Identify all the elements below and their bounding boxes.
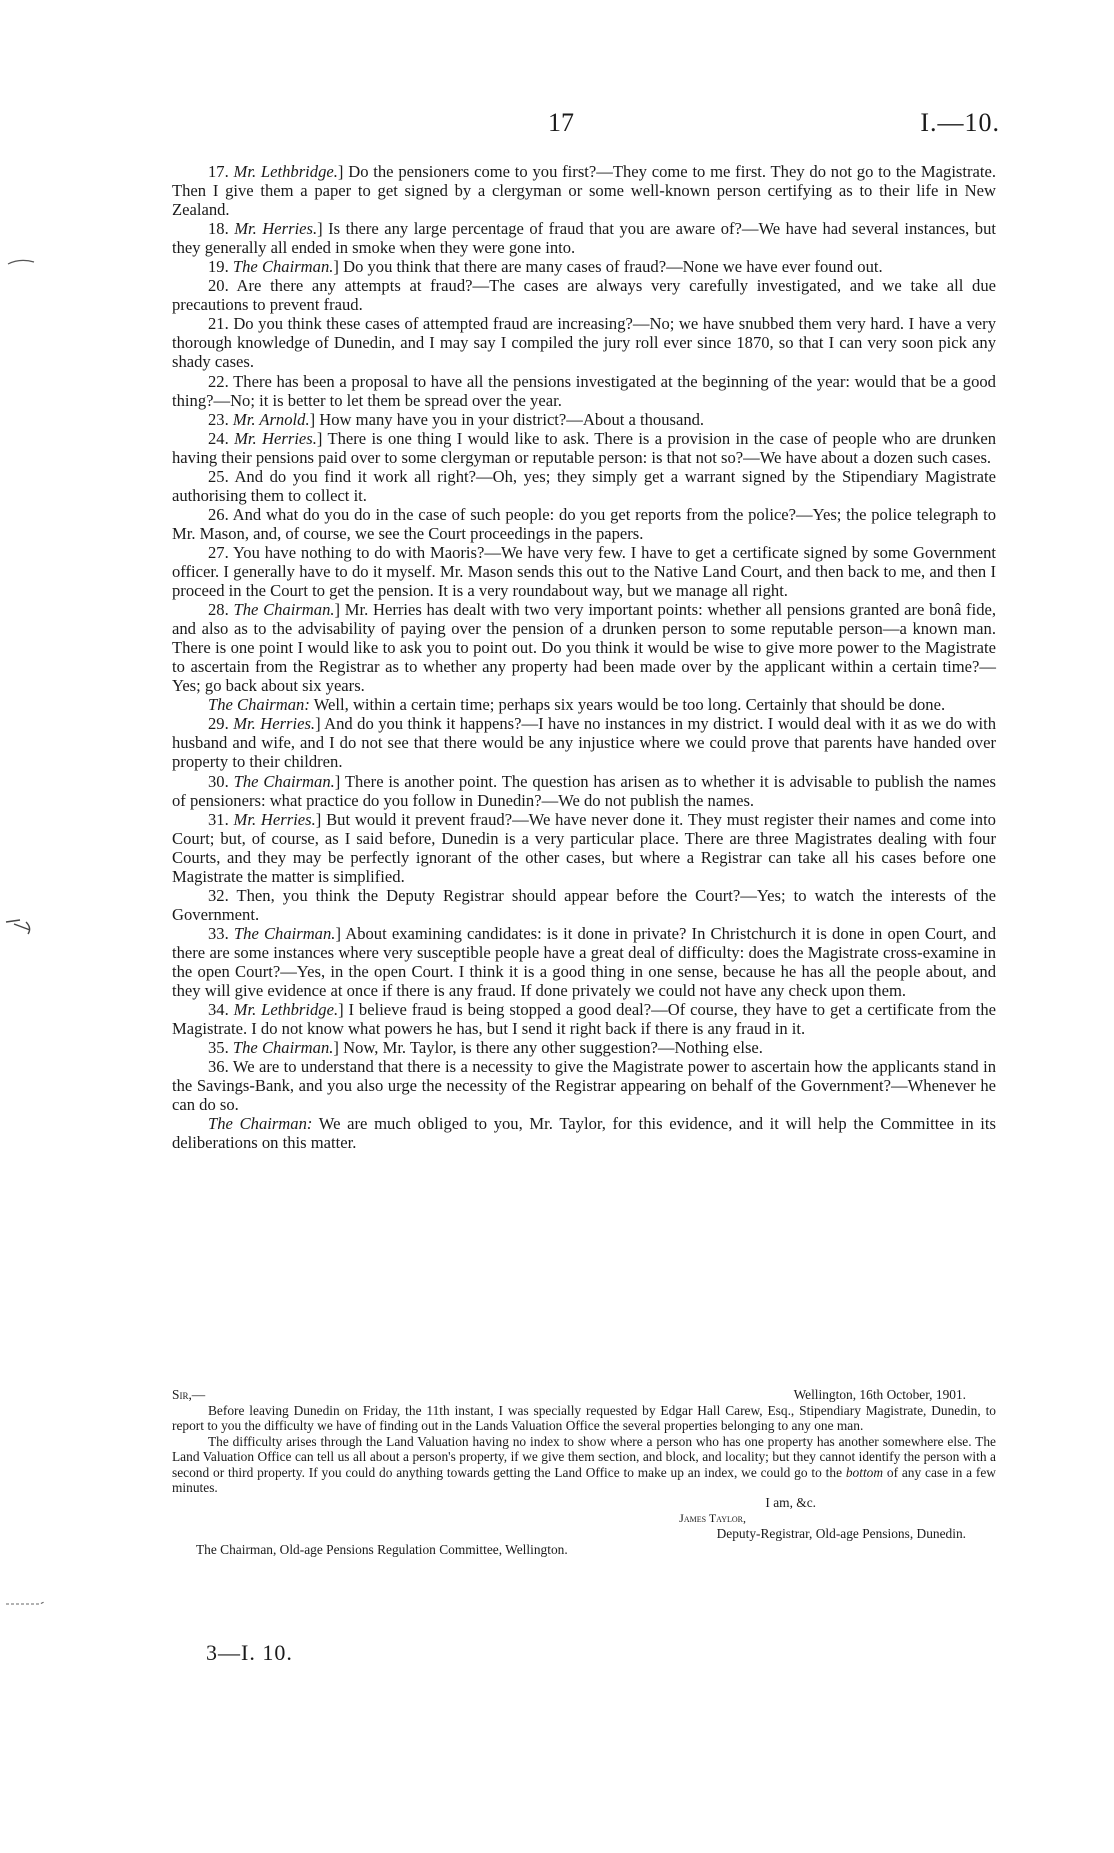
paragraph: 28. The Chairman.] Mr. Herries has dealt with two very important points: whether all pensions granted are bonâ fide, and also as to the advisability of paying over the pension of a drunken person to some reputable person—a known man. There is one point I would like to ask you to point out. Do you think it would be wise to give more power to the Magistrate to ascertain from the Registrar as to whether any property had been made over by the applicant within a certain time?—Yes; go back about six years. <box>172 600 997 696</box>
addressee: The Chairman, Old-age Pensions Regulation Committee, Wellington. <box>196 1541 568 1557</box>
salutation: Sir,— <box>172 1387 206 1402</box>
paragraph: 18. Mr. Herries.] Is there any large percentage of fraud that you are aware of?—We have had several instances, but they generally all ended in smoke when they were gone into. <box>172 219 996 258</box>
document-reference: I.—10. <box>920 108 1000 137</box>
paragraph: 21. Do you think these cases of attempted fraud are increasing?—No; we have snubbed them very hard. I have a very thorough knowledge of Dunedin, and I may say I compiled the jury roll ever since 1870, so that I can very soon pick any shady cases. <box>172 314 996 372</box>
paragraph: 27. You have nothing to do with Maoris?—We have very few. I have to get a certificate signed by some Government officer. I generally have to do it myself. Mr. Mason sends this out to the Native Land Court, and then back to me, and then I proceed in the Court to get the pension. It is a very roundabout way, but we manage all right. <box>172 542 996 601</box>
margin-mark-icon <box>0 910 60 940</box>
paragraph: 32. Then, you think the Deputy Registrar should appear before the Court?—Yes; to watch the interests of the Government. <box>172 885 996 924</box>
paragraph: 25. And do you find it work all right?—Oh, yes; they simply get a warrant signed by the Stipendiary Magistrate authorising them to collect it. <box>172 466 997 505</box>
paragraph: 22. There has been a proposal to have all the pensions investigated at the beginning of the year: would that be a good thing?—No; it is better to let them be spread over the year. <box>172 371 996 410</box>
dateline: Wellington, 16th October, 1901. <box>793 1387 966 1402</box>
sheet-reference: 3—I. 10. <box>206 1640 293 1665</box>
paragraph: 36. We are to understand that there is a necessity to give the Magistrate power to ascertain how the applicants stand in the Savings-Bank, and you also urge the necessity of the Registrar appearing on behalf of the Government?—Whenever he can do so. <box>172 1057 996 1115</box>
letter-closing: I am, &c. <box>765 1495 816 1511</box>
margin-mark-icon <box>0 248 60 278</box>
paragraph: 34. Mr. Lethbridge.] I believe fraud is being stopped a good deal?—Of course, they have to get a certificate from the Magistrate. I do not know what powers he has, but I send it right back if there is any fraud in it. <box>172 1000 996 1039</box>
margin-mark-icon <box>0 1590 60 1620</box>
signature-name: James Taylor, <box>679 1510 746 1525</box>
paragraph: 33. The Chairman.] About examining candidates: is it done in private? In Christchurch it is done in open Court, and there are some instances where very susceptible people have a great deal of difficulty: does the Magistrate cross-examine in the open Court?—Yes, in the open Court. I think it is a good thing in one sense, because he has all the people about, and they will give evidence at once if there is any fraud. If done privately we could not have any check upon them. <box>172 923 997 1001</box>
letter-heading <box>172 1387 996 1403</box>
evidence-body <box>172 162 996 1152</box>
paragraph: 26. And what do you do in the case of such people: do you get reports from the police?—Yes; the police telegraph to Mr. Mason, and, of course, we see the Court proceedings in the papers. <box>172 504 996 543</box>
paragraph: 24. Mr. Herries.] There is one thing I would like to ask. There is a provision in the case of people who are drunken having their pensions paid over to some clergyman or reputable person: is that not so?—We have about a dozen such cases. <box>172 428 996 467</box>
letter-paragraph: The difficulty arises through the Land Valuation having no index to show where a person who has one property has another somewhere else. The Land Valuation Office can tell us all about a person's property, if we give them section, and block, and locality; but they cannot identify the person with a second or third property. If you could do anything towards getting the Land Office to make up an index, we could go to the bottom of any case in a few minutes. <box>172 1433 996 1496</box>
paragraph: The Chairman: We are much obliged to you, Mr. Taylor, for this evidence, and it will help the Committee in its deliberations on this matter. <box>172 1114 996 1153</box>
paragraph: 17. Mr. Lethbridge.] Do the pensioners come to you first?—They come to me first. They do not go to the Magistrate. Then I give them a paper to get signed by a clergyman or some well-known person certifying as to their life in New Zealand. <box>172 162 997 220</box>
letter-paragraph: Before leaving Dunedin on Friday, the 11th instant, I was specially requested by Edgar Hall Carew, Esq., Stipendiary Magistrate, Dunedin, to report to you the difficulty we have of finding out in the Lands Valuation Office the several properties belonging to any one man. <box>172 1403 996 1434</box>
signature-title: Deputy-Registrar, Old-age Pensions, Dunedin. <box>716 1526 966 1542</box>
paragraph: 31. Mr. Herries.] But would it prevent fraud?—We have never done it. They must register their names and come into Court; but, of course, as I said before, Dunedin is a very particular place. There are three Magistrates dealing with four Courts, and they may be perfectly ignorant of the other cases, but where a Registrar can take all his cases before one Magistrate the matter is simplified. <box>172 809 996 886</box>
paragraph: 20. Are there any attempts at fraud?—The cases are always very carefully investigated, and we take all due precautions to prevent fraud. <box>172 276 996 315</box>
paragraph: The Chairman: Well, within a certain time; perhaps six years would be too long. Certainly that should be done. <box>208 695 946 715</box>
page-header <box>0 108 1114 148</box>
page-number: 17 <box>548 108 574 137</box>
paragraph: 29. Mr. Herries.] And do you think it happens?—I have no instances in my district. I would deal with it as we do with husband and wife, and I do not see that there would be any injustice where we could prove that parents have handed over property to their children. <box>172 714 996 772</box>
paragraph: 19. The Chairman.] Do you think that there are many cases of fraud?—None we have ever found out. <box>208 257 883 277</box>
paragraph: 23. Mr. Arnold.] How many have you in your district?—About a thousand. <box>208 409 705 429</box>
paragraph: 30. The Chairman.] There is another point. The question has arisen as to whether it is advisable to publish the names of pensioners: what practice do you follow in Dunedin?—We do not publish the names. <box>172 771 996 810</box>
paragraph: 35. The Chairman.] Now, Mr. Taylor, is there any other suggestion?—Nothing else. <box>208 1038 763 1058</box>
appended-letter <box>172 1387 996 1557</box>
